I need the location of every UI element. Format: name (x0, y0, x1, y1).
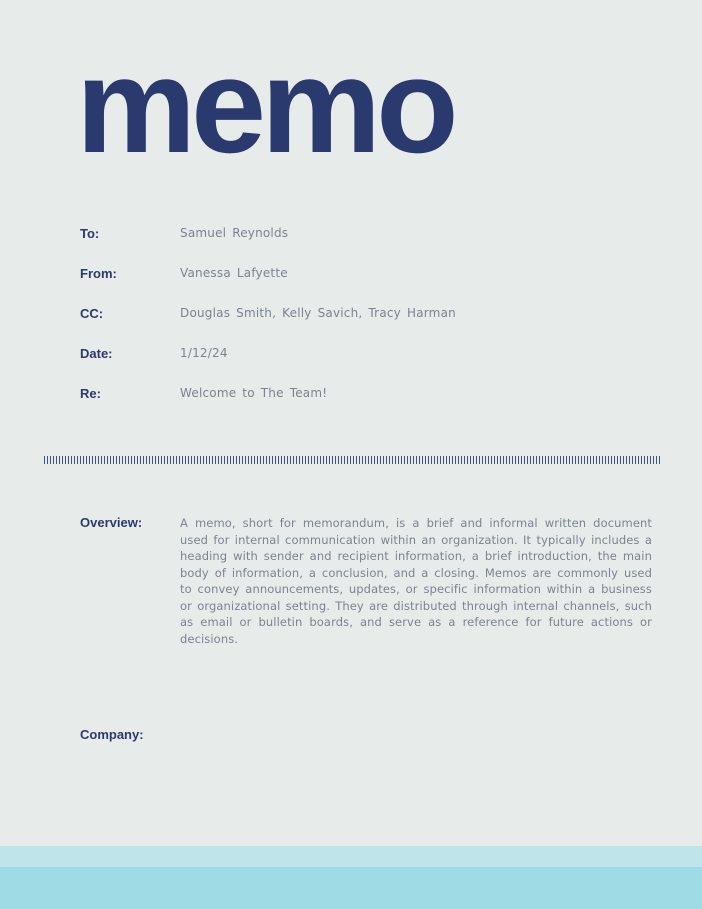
cc-label: CC: (80, 306, 104, 321)
field-row-from (80, 266, 652, 284)
to-label: To: (80, 226, 100, 241)
from-label: From: (80, 266, 117, 281)
re-label: Re: (80, 386, 101, 401)
to-value: Samuel Reynolds (180, 226, 289, 240)
memo-header-fields (80, 226, 652, 426)
field-row-to (80, 226, 652, 244)
overview-body: A memo, short for memorandum, is a brief and informal written document used for internal communication within an organization. It typically includes a heading with sender and recipient information, a brief introduction, the main body of information, a conclusion, and a closing. Memos are commonly used to convey announcements, updates, or specific information within a business or organizational setting. They are distributed through internal channels, such as email or bulletin boards, and serve as a reference for future actions or decisions. (180, 516, 652, 646)
overview-section (80, 515, 652, 647)
from-value: Vanessa Lafyette (180, 266, 288, 280)
re-value: Welcome to The Team! (180, 386, 328, 400)
company-section (80, 727, 652, 742)
date-label: Date: (80, 346, 113, 361)
footer-band-dark (0, 867, 702, 909)
field-row-cc (80, 306, 652, 324)
hatched-divider (44, 456, 662, 464)
field-row-date (80, 346, 652, 364)
cc-value: Douglas Smith, Kelly Savich, Tracy Harman (180, 306, 456, 320)
memo-title: memo (76, 30, 454, 181)
date-value: 1/12/24 (180, 346, 228, 360)
footer-band-light (0, 846, 702, 867)
company-label: Company: (80, 727, 144, 742)
overview-label: Overview: (80, 515, 143, 530)
field-row-re (80, 386, 652, 404)
